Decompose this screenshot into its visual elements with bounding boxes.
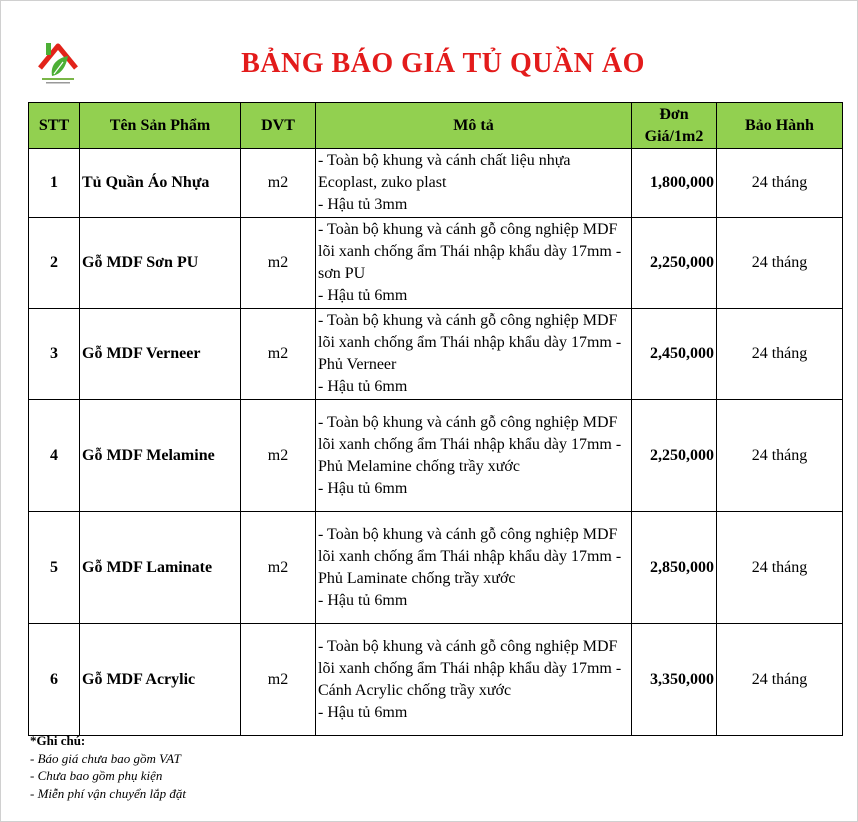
table-row xyxy=(29,624,843,736)
row-warranty: 24 tháng xyxy=(717,512,843,624)
table-row xyxy=(29,149,843,218)
row-unit: m2 xyxy=(241,218,316,309)
row-description: - Toàn bộ khung và cánh gỗ công nghiệp MDF lõi xanh chống ẩm Thái nhập khẩu dày 17mm - Phủ Laminate chống trầy xước - Hậu tủ 6mm xyxy=(316,512,632,624)
table-row xyxy=(29,512,843,624)
row-warranty: 24 tháng xyxy=(717,400,843,512)
row-price: 3,350,000 xyxy=(632,624,717,736)
row-price: 2,250,000 xyxy=(632,400,717,512)
row-product-name: Gỗ MDF Laminate xyxy=(80,512,241,624)
row-stt: 1 xyxy=(29,149,80,218)
row-product-name: Gỗ MDF Melamine xyxy=(80,400,241,512)
row-product-name: Tủ Quần Áo Nhựa xyxy=(80,149,241,218)
row-unit: m2 xyxy=(241,624,316,736)
table-row xyxy=(29,400,843,512)
notes-title: *Ghi chú: xyxy=(30,733,86,748)
row-warranty: 24 tháng xyxy=(717,218,843,309)
row-product-name: Gỗ MDF Verneer xyxy=(80,309,241,400)
table-row xyxy=(29,309,843,400)
row-unit: m2 xyxy=(241,512,316,624)
header-product-name: Tên Sản Phẩm xyxy=(80,103,241,149)
row-stt: 3 xyxy=(29,309,80,400)
row-price: 2,250,000 xyxy=(632,218,717,309)
row-stt: 2 xyxy=(29,218,80,309)
table-row xyxy=(29,218,843,309)
row-unit: m2 xyxy=(241,309,316,400)
header-stt: STT xyxy=(29,103,80,149)
row-price: 1,800,000 xyxy=(632,149,717,218)
header-warranty: Bảo Hành xyxy=(717,103,843,149)
row-warranty: 24 tháng xyxy=(717,624,843,736)
page-title: BẢNG BÁO GIÁ TỦ QUẦN ÁO xyxy=(241,48,645,79)
row-warranty: 24 tháng xyxy=(717,309,843,400)
row-stt: 4 xyxy=(29,400,80,512)
row-stt: 6 xyxy=(29,624,80,736)
row-description: - Toàn bộ khung và cánh gỗ công nghiệp MDF lõi xanh chống ẩm Thái nhập khẩu dày 17mm - Phủ Verneer - Hậu tủ 6mm xyxy=(316,309,632,400)
notes-section xyxy=(30,732,186,802)
row-unit: m2 xyxy=(241,149,316,218)
row-description: - Toàn bộ khung và cánh gỗ công nghiệp MDF lõi xanh chống ẩm Thái nhập khẩu dày 17mm - Phủ Melamine chống trầy xước - Hậu tủ 6mm xyxy=(316,400,632,512)
note-item: - Chưa bao gồm phụ kiện xyxy=(30,768,163,783)
row-description: - Toàn bộ khung và cánh chất liệu nhựa Ecoplast, zuko plast - Hậu tủ 3mm xyxy=(316,149,632,218)
row-product-name: Gỗ MDF Acrylic xyxy=(80,624,241,736)
price-table xyxy=(28,102,843,736)
row-unit: m2 xyxy=(241,400,316,512)
note-item: - Miễn phí vận chuyển lắp đặt xyxy=(30,785,186,801)
row-description: - Toàn bộ khung và cánh gỗ công nghiệp MDF lõi xanh chống ẩm Thái nhập khẩu dày 17mm - Cánh Acrylic chống trầy xước - Hậu tủ 6mm xyxy=(316,624,632,736)
note-item: - Báo giá chưa bao gồm VAT xyxy=(30,750,181,766)
row-product-name: Gỗ MDF Sơn PU xyxy=(80,218,241,309)
row-price: 2,450,000 xyxy=(632,309,717,400)
header-unit-price: Đơn Giá/1m2 xyxy=(632,103,717,149)
row-price: 2,850,000 xyxy=(632,512,717,624)
row-stt: 5 xyxy=(29,512,80,624)
header-unit: DVT xyxy=(241,103,316,149)
row-description: - Toàn bộ khung và cánh gỗ công nghiệp MDF lõi xanh chống ẩm Thái nhập khẩu dày 17mm - sơn PU - Hậu tủ 6mm xyxy=(316,218,632,309)
header-description: Mô tả xyxy=(316,103,632,149)
row-warranty: 24 tháng xyxy=(717,149,843,218)
table-header-row xyxy=(29,103,843,149)
